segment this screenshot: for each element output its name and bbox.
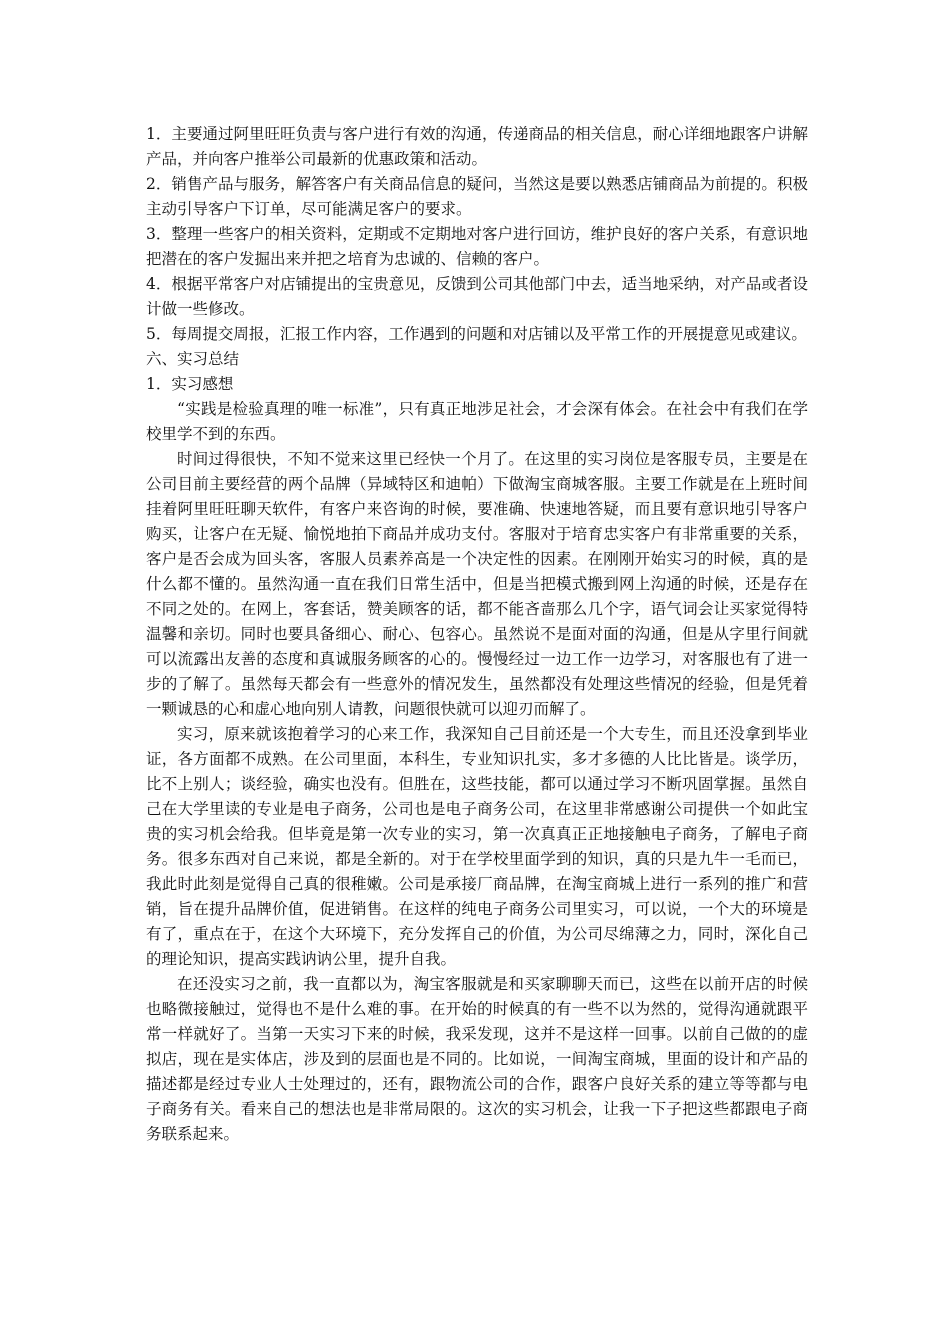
list-item-1: 1．主要通过阿里旺旺负责与客户进行有效的沟通，传递商品的相关信息，耐心详细地跟客户讲解产品，并向客户推举公司最新的优惠政策和活动。 <box>146 125 808 168</box>
list-item-4: 4．根据平常客户对店铺提出的宝贵意见，反馈到公司其他部门中去，适当地采纳，对产品或者设计做一些修改。 <box>146 275 808 318</box>
paragraph-learning: 实习，原来就该抱着学习的心来工作，我深知自己目前还是一个大专生，而且还没拿到毕业证，各方面都不成熟。在公司里面，本科生，专业知识扎实，多才多德的人比比皆是。谈学历，比不上别人；谈经验，确实也没有。但胜在，这些技能，都可以通过学习不断巩固掌握。虽然自己在大学里读的专业是电子商务，公司也是电子商务公司，在这里非常感谢公司提供一个如此宝贵的实习机会给我。但毕竟是第一次专业的实习，第一次真真正正地接触电子商务，了解电子商务。很多东西对自己来说，都是全新的。对于在学校里面学到的知识，真的只是九牛一毛而已，我此时此刻是觉得自己真的很稚嫩。公司是承接厂商品牌，在淘宝商城上进行一系列的推广和营销，旨在提升品牌价值，促进销售。在这样的纯电子商务公司里实习，可以说，一个大的环境是有了，重点在于，在这个大环境下，充分发挥自己的价值，为公司尽绵薄之力，同时，深化自己的理论知识，提高实践讷讷公里，提升自我。 <box>146 725 808 968</box>
list-item-5: 5．每周提交周报，汇报工作内容，工作遇到的问题和对店铺以及平常工作的开展提意见或建议。 <box>146 325 807 343</box>
section-heading: 六、实习总结 <box>146 350 240 368</box>
paragraph-job-description: 时间过得很快，不知不觉来这里已经快一个月了。在这里的实习岗位是客服专员，主要是在公司目前主要经营的两个品牌（异域特区和迪帕）下做淘宝商城客服。主要工作就是在上班时间挂着阿里旺旺聊天软件，有客户来咨询的时候，要准确、快速地答疑，而且要有意识地引导客户购买，让客户在无疑、愉悦地拍下商品并成功支付。客服对于培育忠实客户有非常重要的关系，客户是否会成为回头客，客服人员素养高是一个决定性的因素。在刚刚开始实习的时候，真的是什么都不懂的。虽然沟通一直在我们日常生活中，但是当把模式搬到网上沟通的时候，还是存在不同之处的。在网上，客套话，赞美顾客的话，都不能吝啬那么几个字，语气词会让买家觉得特温馨和亲切。同时也要具备细心、耐心、包容心。虽然说不是面对面的沟通，但是从字里行间就可以流露出友善的态度和真诚服务顾客的心的。慢慢经过一边工作一边学习，对客服也有了进一步的了解了。虽然每天都会有一些意外的情况发生，虽然都没有处理这些情况的经验，但是凭着一颗诚恳的心和虚心地向别人请教，问题很快就可以迎刃而解了。 <box>146 450 808 718</box>
list-item-3: 3．整理一些客户的相关资料，定期或不定期地对客户进行回访，维护良好的客户关系，有意识地把潜在的客户发掘出来并把之培育为忠诚的、信赖的客户。 <box>146 225 808 268</box>
list-item-2: 2．销售产品与服务，解答客户有关商品信息的疑问，当然这是要以熟悉店铺商品为前提的。积极主动引导客户下订单，尽可能满足客户的要求。 <box>146 175 808 218</box>
subsection-heading: 1．实习感想 <box>146 375 234 393</box>
paragraph-quote: “实践是检验真理的唯一标准”，只有真正地涉足社会，才会深有体会。在社会中有我们在学校里学不到的东西。 <box>146 400 808 443</box>
paragraph-reflection: 在还没实习之前，我一直都以为，淘宝客服就是和买家聊聊天而已，这些在以前开店的时候也略微接触过，觉得也不是什么难的事。在开始的时候真的有一些不以为然的，觉得沟通就跟平常一样就好了。当第一天实习下来的时候，我采发现，这并不是这样一回事。以前自己做的的虚拟店，现在是实体店，涉及到的层面也是不同的。比如说，一间淘宝商城，里面的设计和产品的描述都是经过专业人士处理过的，还有，跟物流公司的合作，跟客户良好关系的建立等等都与电子商务有关。看来自己的想法也是非常局限的。这次的实习机会，让我一下子把这些都跟电子商务联系起来。 <box>146 975 808 1143</box>
document-page <box>146 122 808 1147</box>
